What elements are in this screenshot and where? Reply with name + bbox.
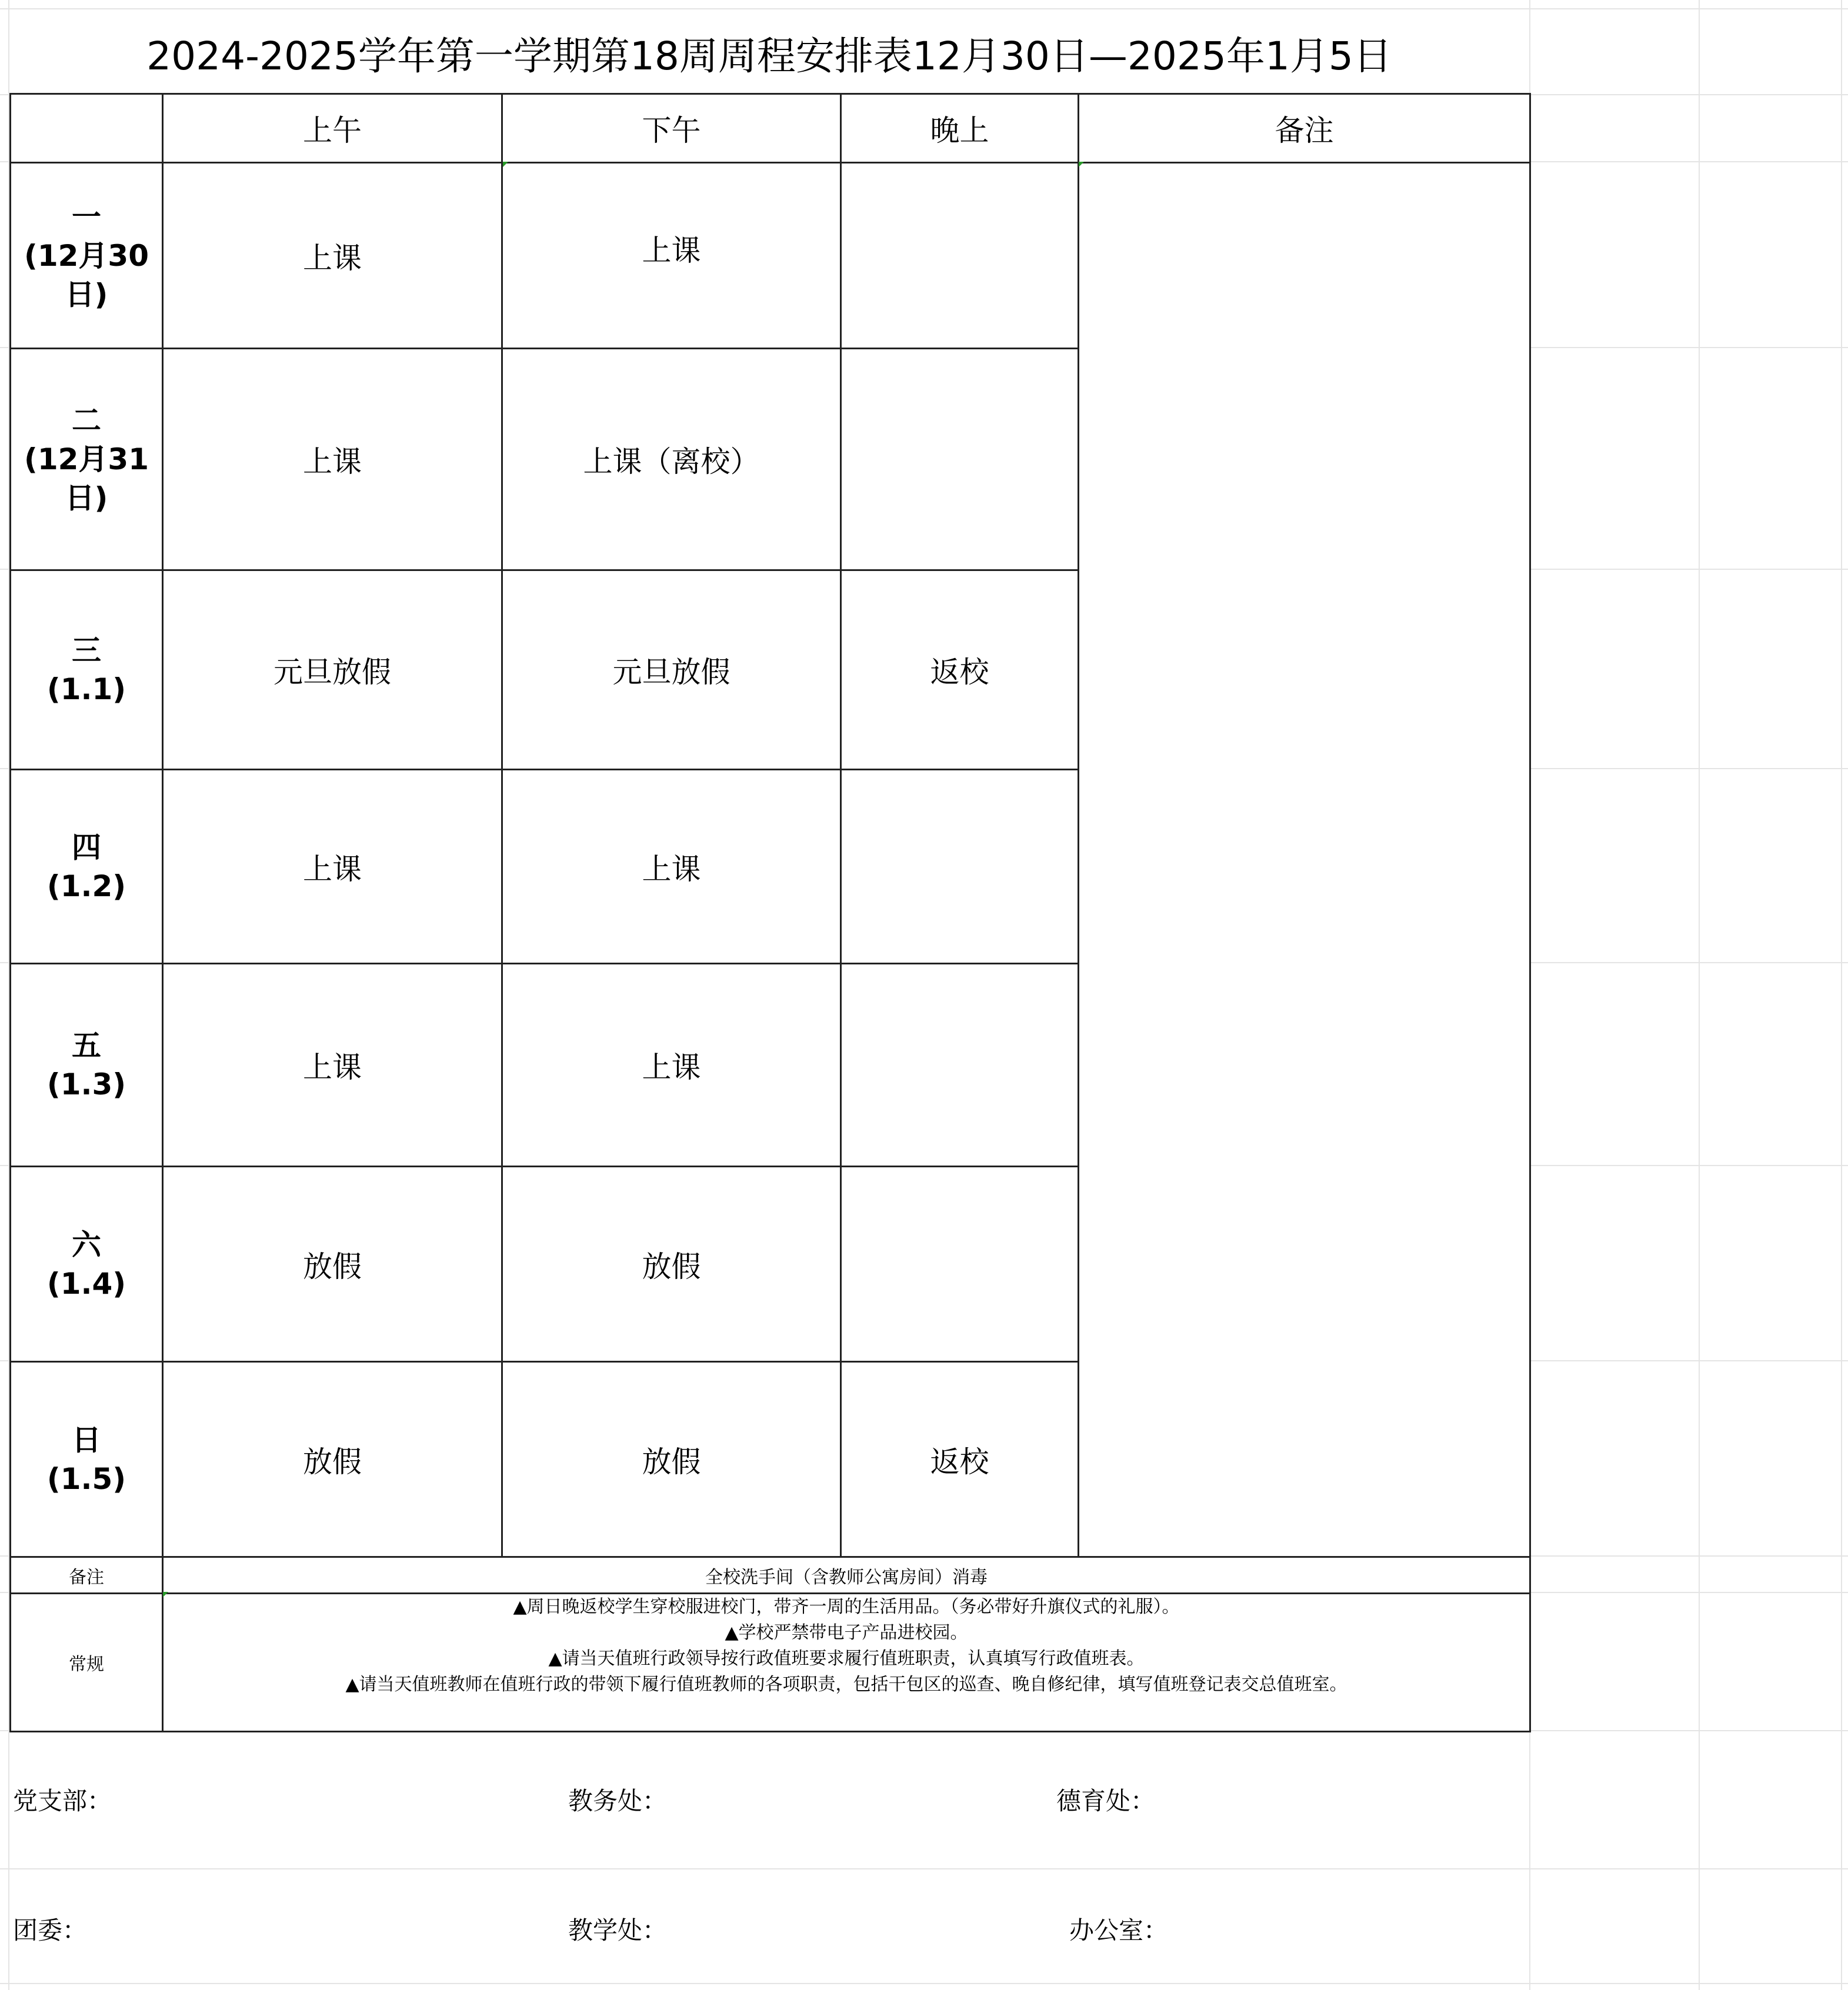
day-date: (1.4) (46, 1266, 126, 1301)
day-date: (1.2) (46, 869, 126, 903)
evening-cell[interactable] (841, 349, 1079, 570)
signature-academic-affairs: 教务处： (568, 1787, 668, 1815)
afternoon-cell[interactable]: 上课 (502, 964, 841, 1167)
afternoon-cell[interactable]: 元旦放假 (502, 570, 841, 770)
grid-line (1841, 0, 1842, 1990)
comment-marker-icon (503, 162, 508, 167)
day-date: (1.5) (46, 1461, 126, 1496)
table-row (11, 163, 1530, 349)
remarks-cell[interactable] (1079, 163, 1530, 1557)
day-cell[interactable] (11, 1167, 163, 1362)
grid-line (0, 1868, 1848, 1869)
schedule-table (9, 93, 1531, 1732)
morning-cell[interactable]: 放假 (163, 1167, 502, 1362)
evening-cell[interactable]: 返校 (841, 1362, 1079, 1557)
day-name: 六 (72, 1227, 101, 1262)
day-cell[interactable] (11, 1362, 163, 1557)
afternoon-cell[interactable]: 上课 (502, 770, 841, 964)
routine-item: ▲学校严禁带电子产品进校园。 (725, 1622, 968, 1643)
afternoon-cell[interactable] (502, 163, 841, 349)
routine-item: ▲请当天值班行政领导按行政值班要求履行值班职责，认真填写行政值班表。 (548, 1648, 1145, 1669)
afternoon-text: 上课 (642, 233, 701, 268)
morning-cell[interactable]: 元旦放假 (163, 570, 502, 770)
routine-item: ▲请当天值班教师在值班行政的带领下履行值班教师的各项职责，包括干包区的巡查、晚自修纪律，填写值班登记表交总值班室。 (345, 1674, 1347, 1695)
day-cell[interactable] (11, 770, 163, 964)
evening-cell[interactable]: 返校 (841, 570, 1079, 770)
day-date: (1.1) (46, 672, 126, 706)
evening-cell[interactable] (841, 770, 1079, 964)
evening-cell[interactable] (841, 1167, 1079, 1362)
day-cell[interactable] (11, 349, 163, 570)
morning-cell[interactable]: 上课 (163, 349, 502, 570)
comment-marker-icon (1079, 162, 1084, 167)
day-date: (1.3) (46, 1067, 126, 1101)
morning-cell[interactable]: 上课 (163, 163, 502, 349)
routine-row (11, 1594, 1530, 1732)
day-name: 日 (72, 1423, 101, 1457)
signature-teaching-office: 教学处： (568, 1916, 668, 1945)
header-remarks[interactable]: 备注 (1079, 94, 1530, 163)
routine-label[interactable]: 常规 (11, 1594, 163, 1732)
header-row (11, 94, 1530, 163)
afternoon-cell[interactable]: 上课（离校） (502, 349, 841, 570)
header-blank-cell[interactable] (11, 94, 163, 163)
page-title: 2024-2025学年第一学期第18周周程安排表12月30日—2025年1月5日 (146, 33, 1392, 79)
grid-line (1699, 0, 1700, 1990)
morning-cell[interactable]: 上课 (163, 770, 502, 964)
routine-item: ▲周日晚返校学生穿校服进校门，带齐一周的生活用品。（务必带好升旗仪式的礼服）。 (513, 1597, 1180, 1617)
header-evening[interactable]: 晚上 (841, 94, 1079, 163)
routine-content[interactable] (163, 1594, 1530, 1732)
day-cell[interactable] (11, 163, 163, 349)
comment-marker-icon (163, 1592, 168, 1597)
header-morning[interactable]: 上午 (163, 94, 502, 163)
signature-youth-league: 团委： (13, 1916, 88, 1945)
day-name: 四 (72, 830, 101, 864)
day-date: (12月31日) (24, 442, 149, 515)
grid-line (0, 1983, 1848, 1984)
evening-cell[interactable] (841, 964, 1079, 1167)
day-name: 三 (72, 633, 101, 667)
day-name: 一 (72, 199, 101, 234)
day-date: (12月30日) (24, 238, 149, 312)
remark-label[interactable]: 备注 (11, 1557, 163, 1594)
signature-general-office: 办公室： (1069, 1916, 1169, 1945)
day-name: 五 (72, 1029, 101, 1063)
morning-cell[interactable]: 放假 (163, 1362, 502, 1557)
day-name: 二 (72, 403, 101, 438)
day-cell[interactable] (11, 570, 163, 770)
afternoon-cell[interactable]: 放假 (502, 1167, 841, 1362)
evening-cell[interactable] (841, 163, 1079, 349)
signature-party-branch: 党支部： (13, 1787, 112, 1815)
signature-moral-education: 德育处： (1056, 1787, 1156, 1815)
day-cell[interactable] (11, 964, 163, 1167)
header-afternoon[interactable]: 下午 (502, 94, 841, 163)
morning-cell[interactable]: 上课 (163, 964, 502, 1167)
remark-text[interactable]: 全校洗手间（含教师公寓房间）消毒 (163, 1557, 1530, 1594)
grid-line (0, 8, 1848, 9)
afternoon-cell[interactable]: 放假 (502, 1362, 841, 1557)
remark-row (11, 1557, 1530, 1594)
